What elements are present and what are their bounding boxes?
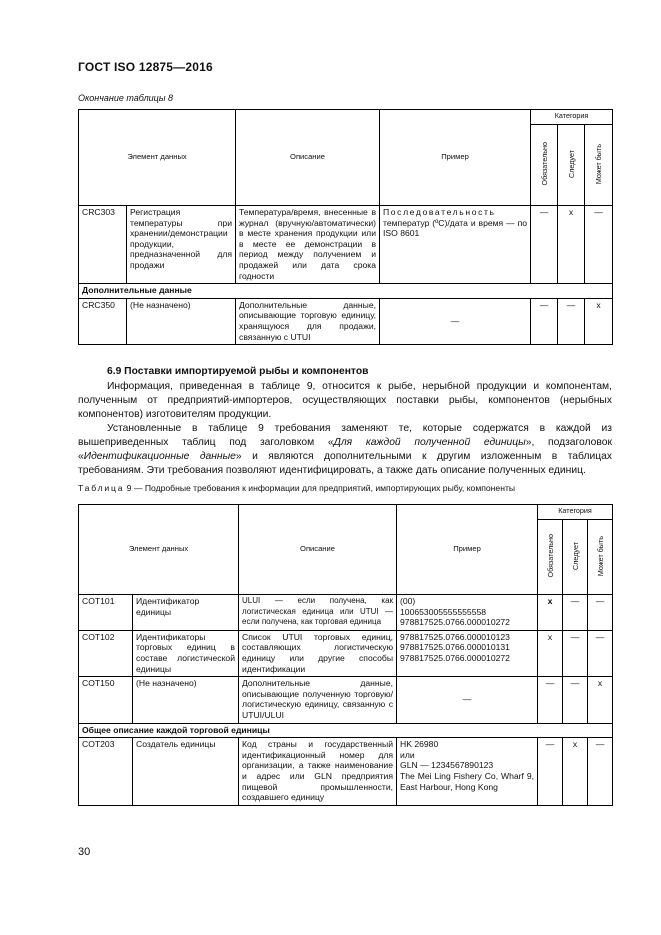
mark-mandatory: — bbox=[531, 298, 558, 344]
col-header-mandatory: Обязательно bbox=[538, 520, 563, 595]
row-code: CRC303 bbox=[79, 206, 127, 284]
row-description: Код страны и государственный идентификационный номер для организации, а также наименование и адрес или GLN предприятия пищевой промышленности, создавшего единицу bbox=[239, 738, 397, 806]
row-description: ULUI — если получена, как логистическая единица или UTUI — если получена, как торговая единица bbox=[239, 595, 397, 631]
row-example: — bbox=[397, 677, 538, 723]
mark-mandatory: — bbox=[538, 738, 563, 806]
row-example bbox=[380, 206, 531, 284]
table-9 bbox=[78, 504, 613, 806]
table9-caption: Таблица 9 — Подробные требования к информации для предприятий, импортирующих рыбу, компоненты bbox=[78, 483, 516, 493]
table-row bbox=[79, 206, 613, 284]
mark-mandatory: — bbox=[531, 206, 558, 284]
italic-heading-ref: Для каждой полученной единицы bbox=[333, 437, 526, 448]
col-header-should: Следует bbox=[563, 520, 588, 595]
col-header-category: Категория bbox=[538, 505, 613, 520]
col-header-should: Следует bbox=[558, 125, 585, 206]
row-code: COT203 bbox=[79, 738, 133, 806]
example-rest: температур (ºС)/дата и время — по ISO 8601 bbox=[383, 217, 528, 239]
row-name: (Не назначено) bbox=[127, 298, 236, 344]
mark-should: — bbox=[558, 298, 585, 344]
row-example: HK 26980 или GLN — 1234567890123 The Mei Ling Fishery Co, Wharf 9, East Harbour, Hong Kong bbox=[397, 738, 538, 806]
mark-should: x bbox=[558, 206, 585, 284]
row-name: Регистрация температуры при хранении/демонстрации продукции, предназначенной для продажи bbox=[127, 206, 236, 284]
example-spaced-word: Последовательность bbox=[383, 207, 496, 217]
table-row bbox=[79, 677, 613, 723]
row-code: COT102 bbox=[79, 630, 133, 676]
row-code: COT101 bbox=[79, 595, 133, 631]
section-row-additional: Дополнительные данные bbox=[79, 284, 613, 299]
table8-continuation-label: Окончание таблицы 8 bbox=[78, 93, 173, 103]
mark-should: — bbox=[563, 595, 588, 631]
mark-mandatory: — bbox=[538, 677, 563, 723]
col-header-description: Описание bbox=[236, 110, 380, 206]
col-header-description: Описание bbox=[239, 505, 397, 595]
mark-may: x bbox=[588, 677, 613, 723]
col-header-mandatory: Обязательно bbox=[531, 125, 558, 206]
row-code: COT150 bbox=[79, 677, 133, 723]
mark-mandatory: x bbox=[538, 630, 563, 676]
mark-may: — bbox=[585, 206, 613, 284]
row-example: (00) 100653005555555558 978817525.0766.000010272 bbox=[397, 595, 538, 631]
row-description: Дополнительные данные, описывающие торговую единицу, хранящуюся для продажи, связанную с UTUI bbox=[236, 298, 380, 344]
table-row bbox=[79, 298, 613, 344]
row-name: Идентификатор единицы bbox=[133, 595, 239, 631]
col-header-may: Может быть bbox=[585, 125, 613, 206]
row-name: (Не назначено) bbox=[133, 677, 239, 723]
row-example: — bbox=[380, 298, 531, 344]
row-description: Список UTUI торговых единиц, составляющих логистическую единицу или другие способы идентификации bbox=[239, 630, 397, 676]
table-row bbox=[79, 595, 613, 631]
mark-should: — bbox=[563, 677, 588, 723]
col-header-element: Элемент данных bbox=[79, 110, 236, 206]
col-header-example: Пример bbox=[380, 110, 531, 206]
mark-may: — bbox=[588, 738, 613, 806]
row-name: Создатель единицы bbox=[133, 738, 239, 806]
row-code: CRC350 bbox=[79, 298, 127, 344]
mark-should: — bbox=[563, 630, 588, 676]
row-description: Дополнительные данные, описывающие полученную торговую/логистическую единицу, связанную с UTUI/ULUI bbox=[239, 677, 397, 723]
mark-may: — bbox=[588, 595, 613, 631]
table-row bbox=[79, 630, 613, 676]
table-8 bbox=[78, 109, 613, 345]
col-header-element: Элемент данных bbox=[79, 505, 239, 595]
col-header-may: Может быть bbox=[588, 520, 613, 595]
mark-may: x bbox=[585, 298, 613, 344]
page-number: 30 bbox=[78, 846, 91, 858]
paragraph-1: Информация, приведенная в таблице 9, относится к рыбе, нерыбной продукции и компонентам, полученным от предприятий-импортеров, осуществляющих поставки рыбы, компонентов (нерыбных компонентов) изготовителям продукции. bbox=[78, 381, 612, 420]
section-row-general: Общее описание каждой торговой единицы bbox=[79, 723, 613, 738]
mark-should: x bbox=[563, 738, 588, 806]
italic-subheading-ref: Идентификационные данные bbox=[83, 451, 236, 462]
section-heading: 6.9 Поставки импортируемой рыбы и компонентов bbox=[107, 366, 369, 377]
col-header-example: Пример bbox=[397, 505, 538, 595]
row-name: Идентификаторы торговых единиц в составе логистической единицы bbox=[133, 630, 239, 676]
mark-may: — bbox=[588, 630, 613, 676]
col-header-category: Категория bbox=[531, 110, 613, 125]
mark-mandatory: x bbox=[538, 595, 563, 631]
document-header: ГОСТ ISO 12875—2016 bbox=[78, 60, 213, 74]
row-description: Температура/время, внесенные в журнал (вручную/автоматически) в месте хранения продукции или в месте ее демонстрации в период между получением и продажей или дата срока годности bbox=[236, 206, 380, 284]
paragraph-2: Установленные в таблице 9 требования заменяют те, которые содержатся в каждой из вышеприведенных таблиц под заголовком «Для каждой полученной единицы», подзаголовок «Идентификационные данные» и являются дополнительными к другим изложенным в таблицах требованиям. Эти требования позволяют идентифицировать, а также дать описание полученных единиц. bbox=[78, 423, 612, 476]
row-example: 978817525.0766.000010123 978817525.0766.000010131 978817525.0766.000010272 bbox=[397, 630, 538, 676]
table-row bbox=[79, 738, 613, 806]
